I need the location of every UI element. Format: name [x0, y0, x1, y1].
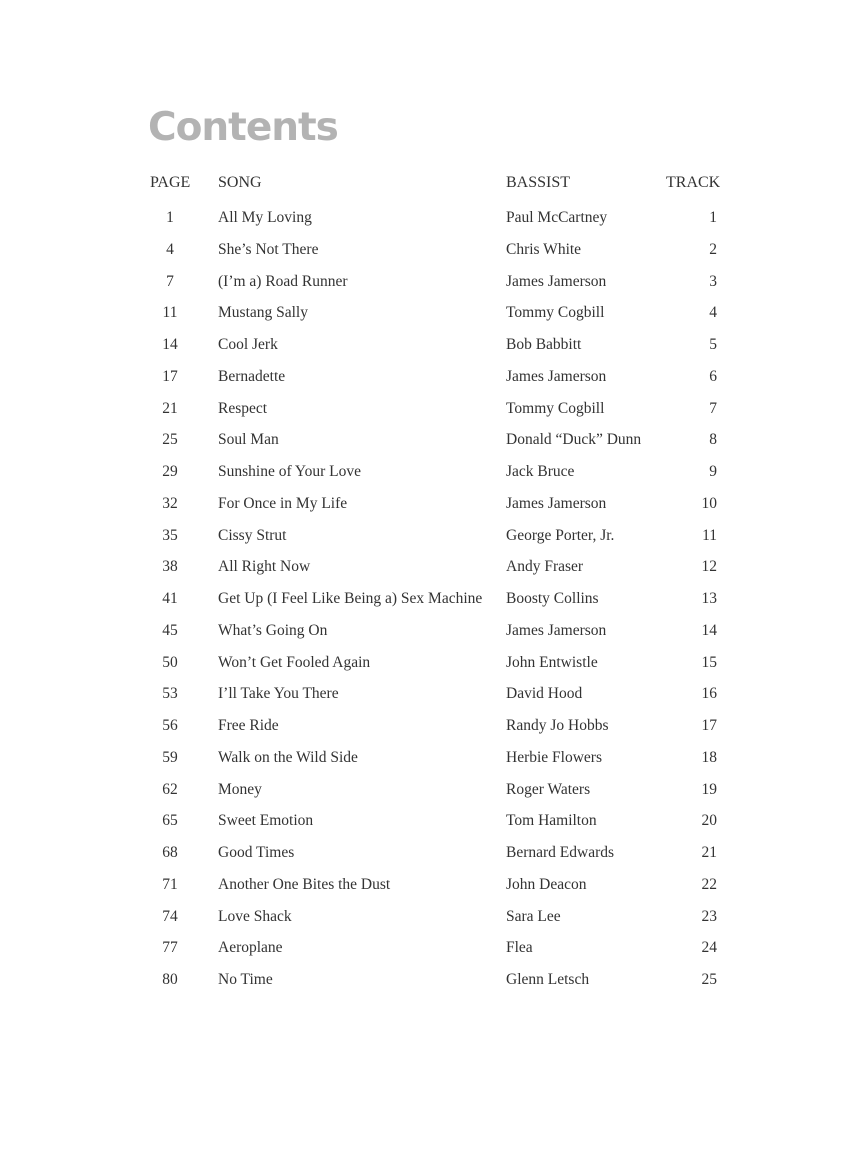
row-song: Another One Bites the Dust: [218, 875, 391, 893]
row-song: Free Ride: [218, 717, 279, 734]
row-bassist: George Porter, Jr.: [506, 526, 615, 544]
row-page: 59: [162, 748, 178, 766]
table-row: [0, 208, 864, 240]
table-row: [0, 399, 864, 431]
table-row: [0, 875, 864, 907]
table-row: [0, 272, 864, 304]
table-row: [0, 367, 864, 399]
row-bassist: James Jamerson: [506, 621, 607, 639]
row-page: 32: [162, 494, 178, 512]
row-song: Won’t Get Fooled Again: [218, 653, 371, 671]
table-row: [0, 526, 864, 558]
contents-table: [0, 208, 864, 1002]
row-song: Cool Jerk: [218, 336, 278, 353]
table-row: [0, 938, 864, 970]
row-song: Respect: [218, 399, 268, 417]
row-bassist: Tommy Cogbill: [506, 304, 605, 322]
row-page: 53: [162, 685, 178, 703]
table-row: [0, 811, 864, 843]
row-page: 77: [162, 939, 178, 957]
row-bassist: David Hood: [506, 685, 583, 703]
row-bassist: James Jamerson: [506, 367, 607, 385]
row-track: 23: [701, 907, 717, 925]
row-page: 11: [162, 304, 178, 322]
table-row: [0, 335, 864, 367]
row-song: (I’m a) Road Runner: [218, 272, 348, 290]
row-bassist: Glenn Letsch: [506, 971, 590, 988]
row-song: What’s Going On: [218, 621, 328, 639]
table-row: [0, 557, 864, 589]
row-bassist: Donald “Duck” Dunn: [506, 431, 642, 449]
row-page: 38: [162, 558, 178, 576]
row-track: 1: [709, 209, 717, 226]
table-row: [0, 843, 864, 875]
row-bassist: Jack Bruce: [506, 463, 575, 480]
row-bassist: John Deacon: [506, 875, 587, 893]
table-row: [0, 303, 864, 335]
header-bassist: BASSIST: [506, 174, 571, 191]
row-track: 8: [709, 431, 717, 449]
row-song: Get Up (I Feel Like Being a) Sex Machine: [218, 590, 483, 607]
row-track: 2: [709, 240, 717, 258]
header-track: TRACK: [666, 174, 721, 191]
table-row: [0, 748, 864, 780]
row-page: 35: [162, 526, 178, 544]
row-track: 24: [701, 939, 717, 957]
table-row: [0, 494, 864, 526]
row-bassist: Tommy Cogbill: [506, 399, 605, 417]
row-song: No Time: [218, 971, 273, 988]
row-bassist: John Entwistle: [506, 653, 598, 671]
row-bassist: Bernard Edwards: [506, 844, 615, 861]
row-song: All My Loving: [218, 209, 312, 226]
row-song: For Once in My Life: [218, 494, 348, 512]
row-song: I’ll Take You There: [218, 685, 339, 703]
row-song: Mustang Sally: [218, 304, 308, 322]
table-row: [0, 430, 864, 462]
table-row: [0, 684, 864, 716]
row-bassist: Randy Jo Hobbs: [506, 717, 609, 734]
row-track: 22: [701, 875, 717, 893]
row-track: 5: [709, 336, 717, 353]
row-song: Walk on the Wild Side: [218, 748, 358, 766]
row-track: 25: [701, 971, 717, 988]
row-track: 11: [702, 526, 717, 544]
table-row: [0, 462, 864, 494]
table-row: [0, 589, 864, 621]
row-bassist: Bob Babbitt: [506, 336, 582, 353]
row-track: 14: [701, 621, 717, 639]
row-song: Cissy Strut: [218, 526, 287, 544]
table-row: [0, 653, 864, 685]
row-bassist: Herbie Flowers: [506, 748, 602, 766]
table-header: [0, 173, 864, 193]
row-page: 74: [162, 907, 178, 925]
row-track: 9: [709, 463, 717, 480]
row-track: 20: [701, 812, 717, 830]
row-page: 29: [162, 463, 178, 480]
row-page: 80: [162, 971, 178, 988]
table-row: [0, 780, 864, 812]
row-page: 25: [162, 431, 178, 449]
row-track: 10: [701, 494, 717, 512]
row-page: 45: [162, 621, 178, 639]
row-page: 56: [162, 717, 178, 734]
row-track: 18: [701, 748, 717, 766]
row-bassist: Tom Hamilton: [506, 812, 597, 830]
row-page: 7: [166, 272, 174, 290]
row-bassist: Sara Lee: [506, 907, 561, 925]
row-song: Sweet Emotion: [218, 812, 314, 830]
row-bassist: Paul McCartney: [506, 209, 608, 226]
row-song: Bernadette: [218, 367, 286, 385]
row-song: Sunshine of Your Love: [218, 463, 361, 480]
row-track: 15: [701, 653, 717, 671]
row-song: Good Times: [218, 844, 295, 861]
row-track: 17: [701, 717, 717, 734]
page-title: Contents: [148, 105, 338, 150]
row-track: 7: [709, 399, 717, 417]
row-song: Soul Man: [218, 431, 279, 449]
row-track: 3: [709, 272, 717, 290]
row-page: 50: [162, 653, 178, 671]
row-track: 13: [701, 590, 717, 607]
row-page: 21: [162, 399, 178, 417]
row-bassist: James Jamerson: [506, 272, 607, 290]
row-bassist: Roger Waters: [506, 780, 591, 798]
row-track: 4: [709, 304, 717, 322]
row-track: 21: [701, 844, 717, 861]
row-page: 71: [162, 875, 178, 893]
row-track: 19: [701, 780, 717, 798]
row-track: 12: [701, 558, 717, 576]
header-song: SONG: [218, 174, 262, 191]
row-page: 1: [166, 209, 174, 226]
row-page: 41: [162, 590, 178, 607]
row-track: 16: [701, 685, 717, 703]
table-row: [0, 240, 864, 272]
row-bassist: Flea: [506, 939, 533, 957]
row-track: 6: [709, 367, 717, 385]
table-row: [0, 907, 864, 939]
row-song: Aeroplane: [218, 939, 283, 957]
row-song: She’s Not There: [218, 240, 319, 258]
row-page: 65: [162, 812, 178, 830]
row-page: 68: [162, 844, 178, 861]
row-song: Money: [218, 780, 262, 798]
row-bassist: Andy Fraser: [506, 558, 584, 576]
row-page: 14: [162, 336, 178, 353]
table-row: [0, 716, 864, 748]
header-page: PAGE: [150, 174, 191, 191]
row-song: Love Shack: [218, 907, 292, 925]
row-bassist: Chris White: [506, 240, 582, 258]
table-row: [0, 621, 864, 653]
row-song: All Right Now: [218, 558, 311, 576]
row-page: 17: [162, 367, 178, 385]
row-page: 62: [162, 780, 178, 798]
row-bassist: Boosty Collins: [506, 590, 599, 607]
table-row: [0, 970, 864, 1002]
row-page: 4: [166, 240, 174, 258]
row-bassist: James Jamerson: [506, 494, 607, 512]
